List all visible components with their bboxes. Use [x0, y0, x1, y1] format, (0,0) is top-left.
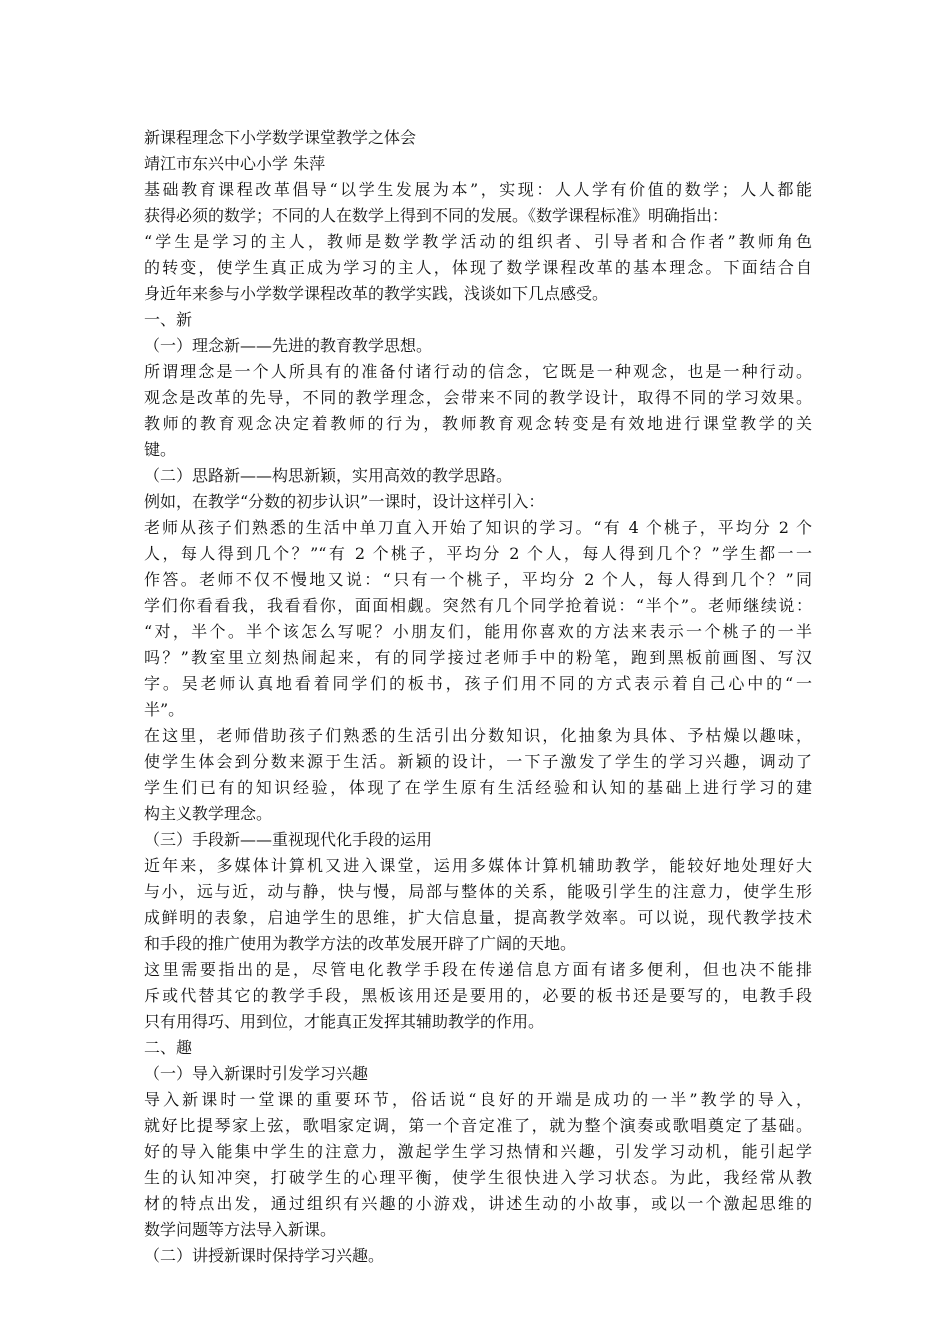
text-line: 靖江市东兴中心小学 朱萍: [144, 154, 326, 173]
text-line: 二、趣: [144, 1038, 193, 1057]
text-line: 学生们已有的知识经验，体现了在学生原有生活经验和认知的基础上进行学习的建: [144, 778, 812, 797]
text-line: 与小，远与近，动与静，快与慢，局部与整体的关系，能吸引学生的注意力，使学生形: [144, 882, 812, 901]
text-line: 导入新课时一堂课的重要环节，俗话说“良好的开端是成功的一半”教学的导入，: [144, 1090, 812, 1109]
text-line: 构主义教学理念。: [144, 804, 273, 823]
text-line: 基础教育课程改革倡导“以学生发展为本”，实现：人人学有价值的数学；人人都能: [144, 180, 812, 199]
text-line: （三）手段新——重视现代化手段的运用: [144, 830, 433, 849]
text-line: 例如，在教学“分数的初步认识”一课时，设计这样引入：: [144, 492, 545, 511]
text-line: 吗？”教室里立刻热闹起来，有的同学接过老师手中的粉笔，跑到黑板前画图、写汉: [144, 648, 812, 667]
document-body: [144, 125, 812, 1269]
text-line: 只有用得巧、用到位，才能真正发挥其辅助教学的作用。: [144, 1012, 545, 1031]
text-line: 斥或代替其它的教学手段，黑板该用还是要用的，必要的板书还是要写的，电教手段: [144, 986, 812, 1005]
text-line: 教师的教育观念决定着教师的行为，教师教育观念转变是有效地进行课堂教学的关: [144, 414, 812, 433]
text-line: （二）讲授新课时保持学习兴趣。: [144, 1246, 385, 1265]
text-line: 人，每人得到几个？”“有 2 个桃子，平均分 2 个人，每人得到几个？”学生都一一: [144, 544, 812, 563]
text-line: 新课程理念下小学数学课堂教学之体会: [144, 128, 417, 147]
text-line: 的转变，使学生真正成为学习的主人，体现了数学课程改革的基本理念。下面结合自: [144, 258, 812, 277]
text-line: 老师从孩子们熟悉的生活中单刀直入开始了知识的学习。“有 4 个桃子，平均分 2 个: [144, 518, 812, 537]
text-line: （二）思路新——构思新颖，实用高效的教学思路。: [144, 466, 513, 485]
text-line: 观念是改革的先导，不同的教学理念，会带来不同的教学设计，取得不同的学习效果。: [144, 388, 812, 407]
text-line: 生的认知冲突，打破学生的心理平衡，使学生很快进入学习状态。为此，我经常从教: [144, 1168, 812, 1187]
text-line: 学们你看看我，我看看你，面面相觑。突然有几个同学抢着说：“半个”。老师继续说：: [144, 596, 812, 615]
text-line: 材的特点出发，通过组织有兴趣的小游戏，讲述生动的小故事，或以一个激起思维的: [144, 1194, 812, 1213]
text-line: 半”。: [144, 700, 185, 719]
text-line: 和手段的推广使用为教学方法的改革发展开辟了广阔的天地。: [144, 934, 577, 953]
text-line: 近年来，多媒体计算机又进入课堂，运用多媒体计算机辅助教学，能较好地处理好大: [144, 856, 812, 875]
text-line: 数学问题等方法导入新课。: [144, 1220, 337, 1239]
text-line: 键。: [144, 440, 177, 459]
text-line: 获得必须的数学；不同的人在数学上得到不同的发展。《数学课程标准》明确指出：: [144, 206, 729, 225]
text-line: （一）理念新——先进的教育教学思想。: [144, 336, 433, 355]
text-line: 一、新: [144, 310, 193, 329]
text-line: “对，半个。半个该怎么写呢？小朋友们，能用你喜欢的方法来表示一个桃子的一半: [144, 622, 812, 641]
text-line: 在这里，老师借助孩子们熟悉的生活引出分数知识，化抽象为具体、予枯燥以趣味，: [144, 726, 812, 745]
text-line: 成鲜明的表象，启迪学生的思维，扩大信息量，提高教学效率。可以说，现代教学技术: [144, 908, 812, 927]
text-line: （一）导入新课时引发学习兴趣: [144, 1064, 369, 1083]
text-line: 身近年来参与小学数学课程改革的教学实践，浅谈如下几点感受。: [144, 284, 609, 303]
text-line: 字。吴老师认真地看着同学们的板书，孩子们用不同的方式表示着自己心中的“一: [144, 674, 812, 693]
text-line: 这里需要指出的是，尽管电化教学手段在传递信息方面有诸多便利，但也决不能排: [144, 960, 812, 979]
text-line: 好的导入能集中学生的注意力，激起学生学习热情和兴趣，引发学习动机，能引起学: [144, 1142, 812, 1161]
text-line: 作答。老师不仅不慢地又说：“只有一个桃子，平均分 2 个人，每人得到几个？”同: [144, 570, 812, 589]
text-line: 就好比提琴家上弦，歌唱家定调，第一个音定准了，就为整个演奏或歌唱奠定了基础。: [144, 1116, 812, 1135]
text-line: 使学生体会到分数来源于生活。新颖的设计，一下子激发了学生的学习兴趣，调动了: [144, 752, 812, 771]
text-line: “学生是学习的主人，教师是数学教学活动的组织者、引导者和合作者”教师角色: [144, 232, 812, 251]
text-line: 所谓理念是一个人所具有的准备付诸行动的信念，它既是一种观念，也是一种行动。: [144, 362, 812, 381]
